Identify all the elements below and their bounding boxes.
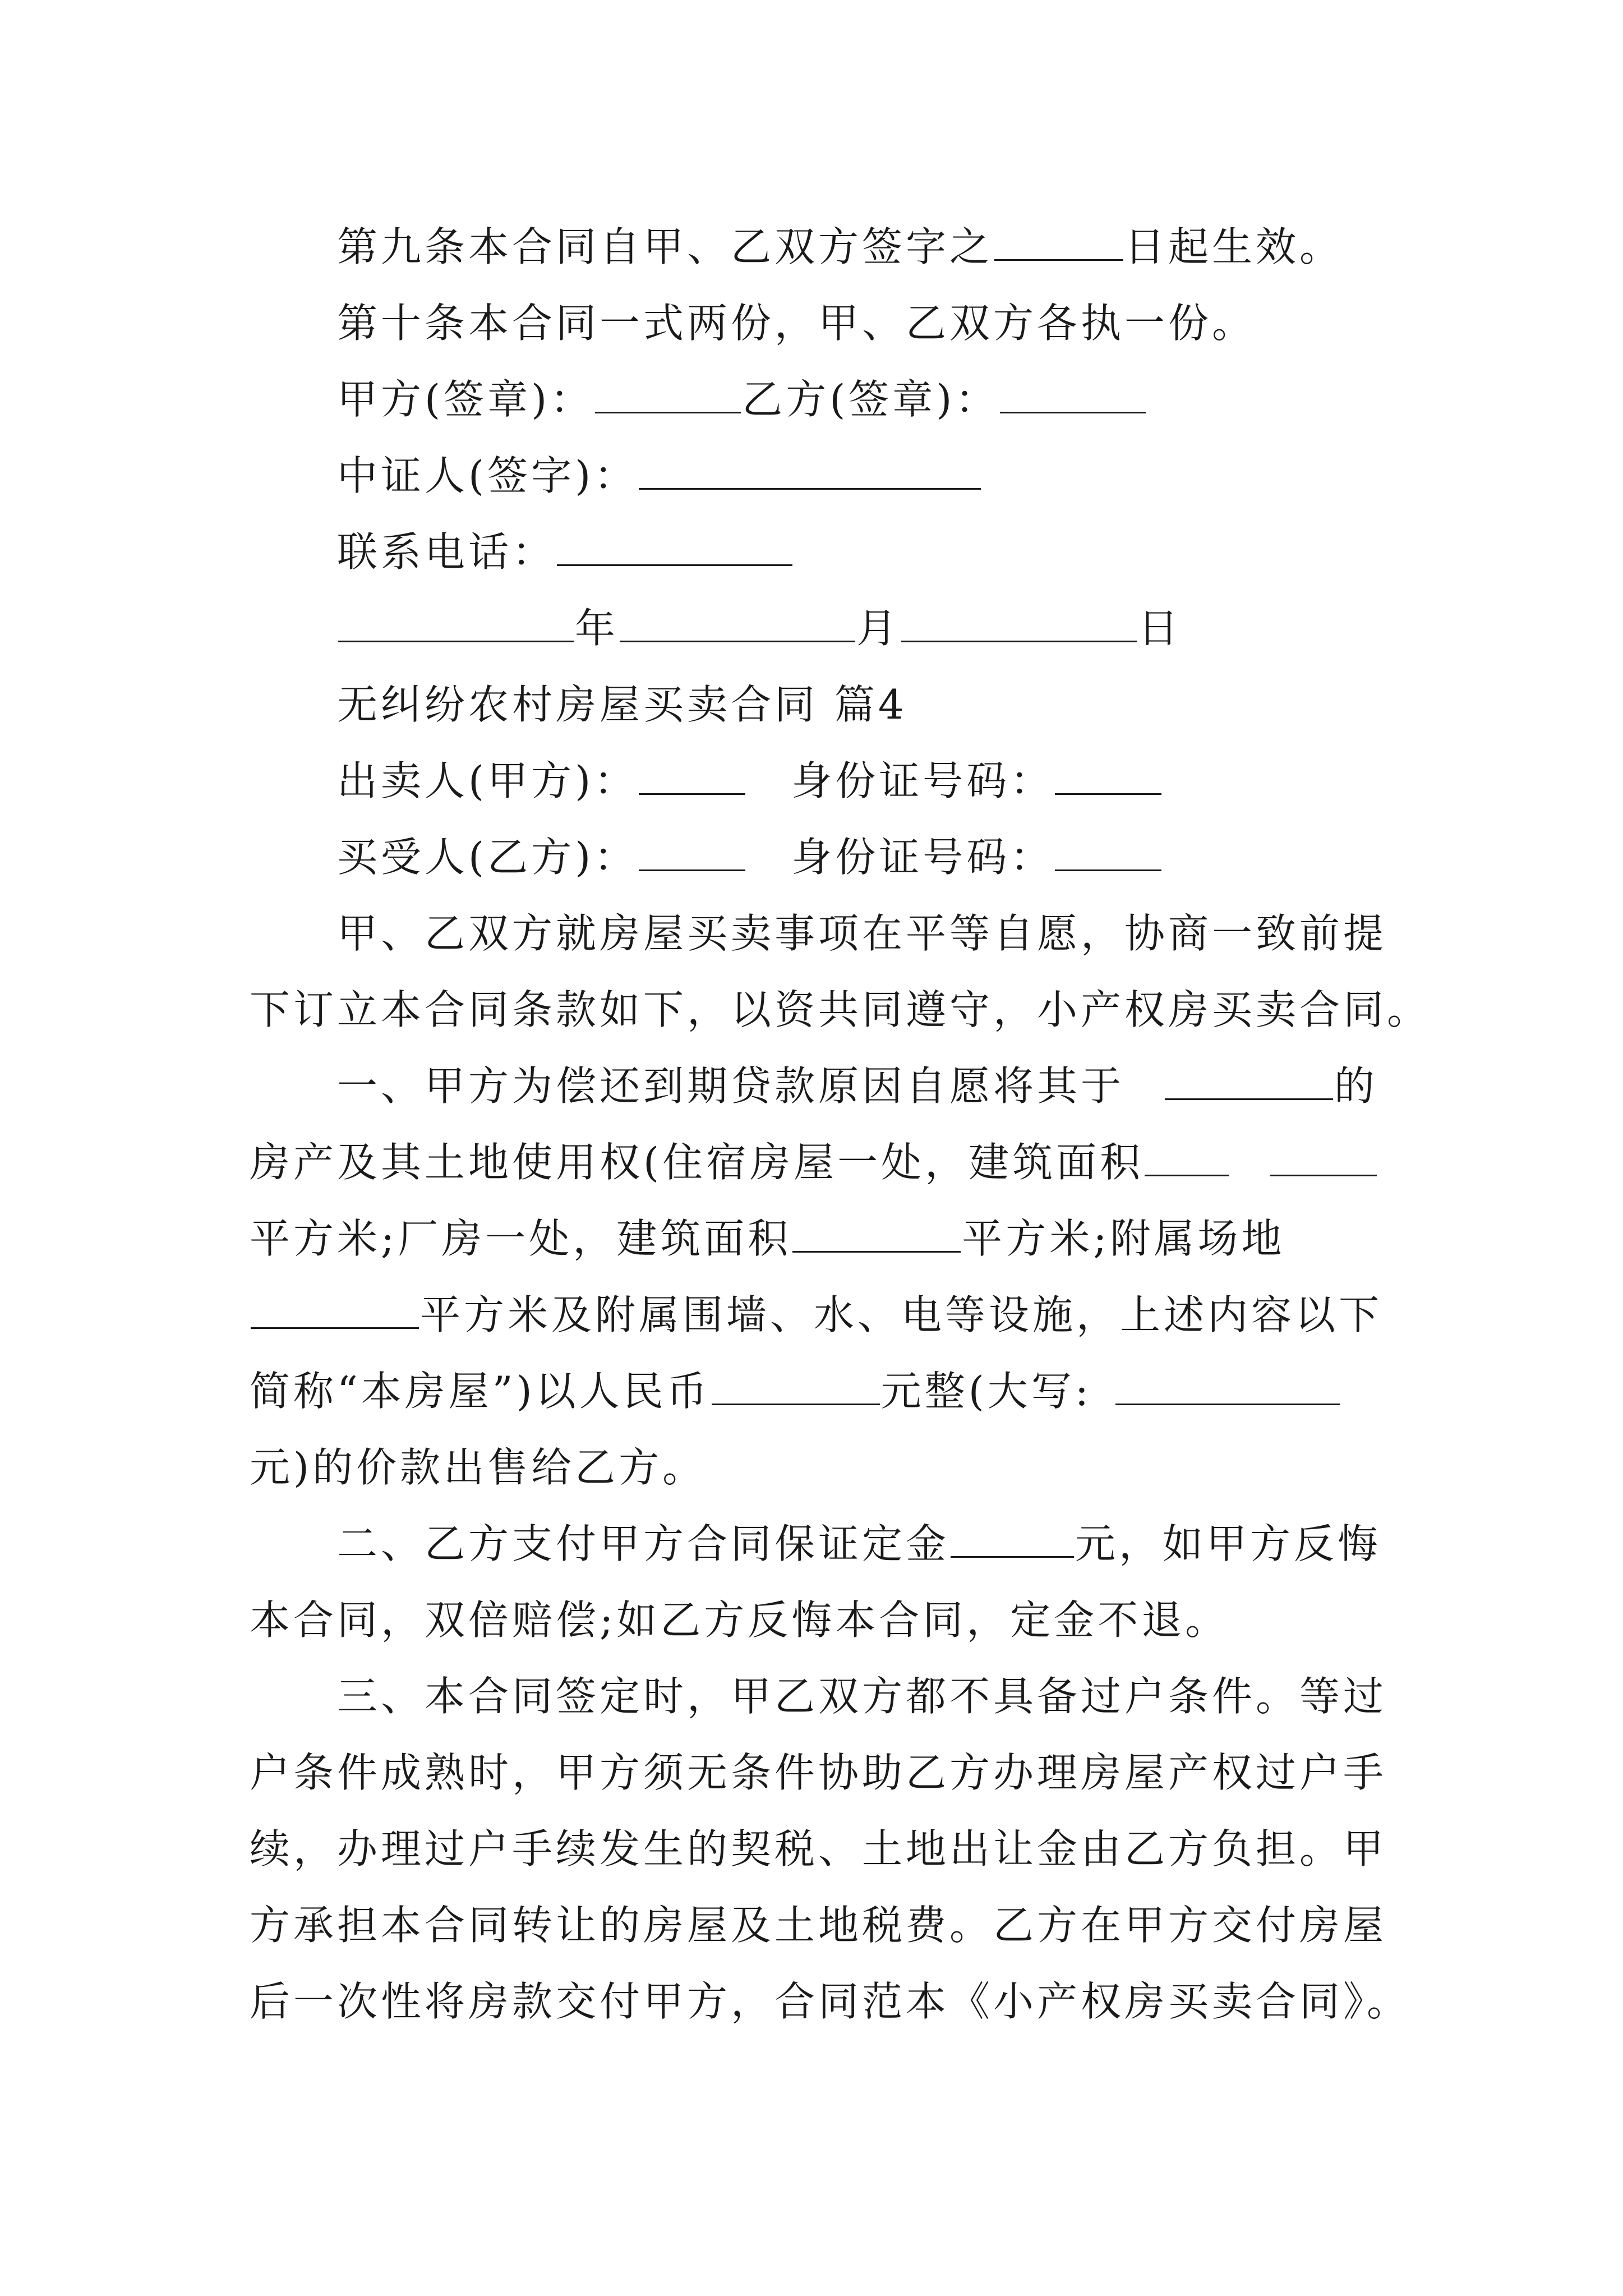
- paragraph-text: 本合同，双倍赔偿;如乙方反悔本合同，定金不退。: [250, 1596, 1229, 1644]
- seller-id-blank: [1055, 758, 1161, 795]
- contract-body: [250, 209, 1431, 2040]
- paragraph-text: 一、甲方为偿还到期贷款原因自愿将其于: [337, 1062, 1125, 1110]
- paragraph-text: 平方米;厂房一处，建筑面积: [250, 1215, 792, 1262]
- price-in-words-blank: [1115, 1369, 1340, 1405]
- residence-area-blank-2: [1270, 1140, 1377, 1176]
- article-9-end: 日起生效。: [1124, 223, 1344, 270]
- residence-area-blank-1: [1145, 1140, 1229, 1176]
- paragraph-text: 三、本合同签定时，甲乙双方都不具备过户条件。等过: [337, 1673, 1387, 1720]
- paragraph-text: 元整(大写:: [880, 1368, 1092, 1415]
- clause-1-line-1: [250, 1048, 1394, 1124]
- clause-1-line-5: [250, 1353, 1394, 1429]
- paragraph-intro-line-1: [250, 895, 1394, 972]
- buyer-line: [250, 819, 1394, 895]
- paragraph-intro-line-2: [250, 972, 1431, 1048]
- article-9-text: 第九条本合同自甲、乙双方签字之: [337, 223, 994, 270]
- clause-3-line-2: [250, 1734, 1394, 1811]
- paragraph-text: 元)的价款出售给乙方。: [250, 1444, 707, 1491]
- clause-2-line-1: [250, 1506, 1394, 1582]
- deposit-blank: [951, 1521, 1074, 1558]
- clause-1-line-6: [250, 1429, 1394, 1506]
- buyer-label: 买受人(乙方)：: [337, 834, 638, 881]
- clause-3-line-3: [250, 1811, 1394, 1887]
- paragraph-text: 二、乙方支付甲方合同保证定金: [337, 1520, 950, 1567]
- witness-label: 中证人(签字)：: [337, 452, 638, 499]
- year-blank: [338, 606, 574, 642]
- clause-2-line-2: [250, 1582, 1394, 1658]
- section-title: [250, 666, 1394, 743]
- clause-3-line-1: [250, 1658, 1394, 1734]
- effective-date-blank: [994, 224, 1123, 261]
- party-b-signature-label: 乙方(签章)：: [742, 376, 999, 423]
- article-10: [250, 285, 1394, 361]
- date-line: [250, 590, 1394, 666]
- year-label: 年: [575, 605, 619, 652]
- factory-area-blank: [792, 1216, 961, 1253]
- paragraph-text: 房产及其土地使用权(住宿房屋一处，建筑面积: [250, 1139, 1144, 1186]
- article-9: [250, 209, 1394, 285]
- party-a-signature-blank: [595, 377, 741, 413]
- clause-3-line-5: [250, 1963, 1411, 2040]
- seller-label: 出卖人(甲方)：: [337, 757, 638, 804]
- clause-1-line-3: [250, 1200, 1394, 1277]
- paragraph-text: 元，如甲方反悔: [1075, 1520, 1382, 1567]
- paragraph-text: 户条件成熟时，甲方须无条件协助乙方办理房屋产权过户手: [250, 1749, 1387, 1796]
- signature-line: [250, 361, 1394, 438]
- seller-line: [250, 743, 1394, 819]
- month-label: 月: [856, 605, 901, 652]
- seller-blank: [639, 758, 745, 795]
- phone-blank: [557, 530, 792, 566]
- paragraph-text: 方承担本合同转让的房屋及土地税费。乙方在甲方交付房屋: [250, 1902, 1387, 1949]
- clause-1-line-2: [250, 1124, 1394, 1200]
- section-title-text: 无纠纷农村房屋买卖合同 篇4: [337, 681, 907, 728]
- paragraph-text: 甲、乙双方就房屋买卖事项在平等自愿，协商一致前提: [337, 910, 1387, 957]
- day-blank: [901, 606, 1137, 642]
- clause-3-line-4: [250, 1887, 1394, 1963]
- party-b-signature-blank: [1000, 377, 1146, 413]
- site-area-blank: [251, 1292, 419, 1329]
- paragraph-text: 简称“本房屋”)以人民币: [250, 1368, 711, 1415]
- phone-label: 联系电话：: [337, 528, 556, 576]
- buyer-id-label: 身份证号码：: [791, 834, 1054, 881]
- party-a-signature-label: 甲方(签章)：: [337, 376, 594, 423]
- buyer-blank: [639, 835, 745, 871]
- witness-blank: [639, 453, 981, 490]
- paragraph-text: 续，办理过户手续发生的契税、土地出让金由乙方负担。甲: [250, 1825, 1387, 1872]
- witness-line: [250, 438, 1394, 514]
- seller-id-label: 身份证号码：: [791, 757, 1054, 804]
- price-blank: [712, 1369, 880, 1405]
- paragraph-text: 后一次性将房款交付甲方，合同范本《小产权房买卖合同》。: [250, 1978, 1411, 2025]
- buyer-id-blank: [1055, 835, 1161, 871]
- paragraph-text: 平方米及附属围墙、水、电等设施，上述内容以下: [420, 1291, 1383, 1338]
- day-label: 日: [1138, 605, 1182, 652]
- paragraph-text: 的: [1334, 1062, 1378, 1110]
- phone-line: [250, 514, 1394, 590]
- paragraph-text: 平方米;附属场地: [962, 1215, 1285, 1262]
- paragraph-text: 下订立本合同条款如下，以资共同遵守，小产权房买卖合同。: [250, 986, 1431, 1033]
- article-10-text: 第十条本合同一式两份，甲、乙双方各执一份。: [337, 300, 1256, 347]
- clause-1-line-4: [250, 1277, 1394, 1353]
- month-blank: [620, 606, 855, 642]
- property-location-blank: [1165, 1064, 1333, 1100]
